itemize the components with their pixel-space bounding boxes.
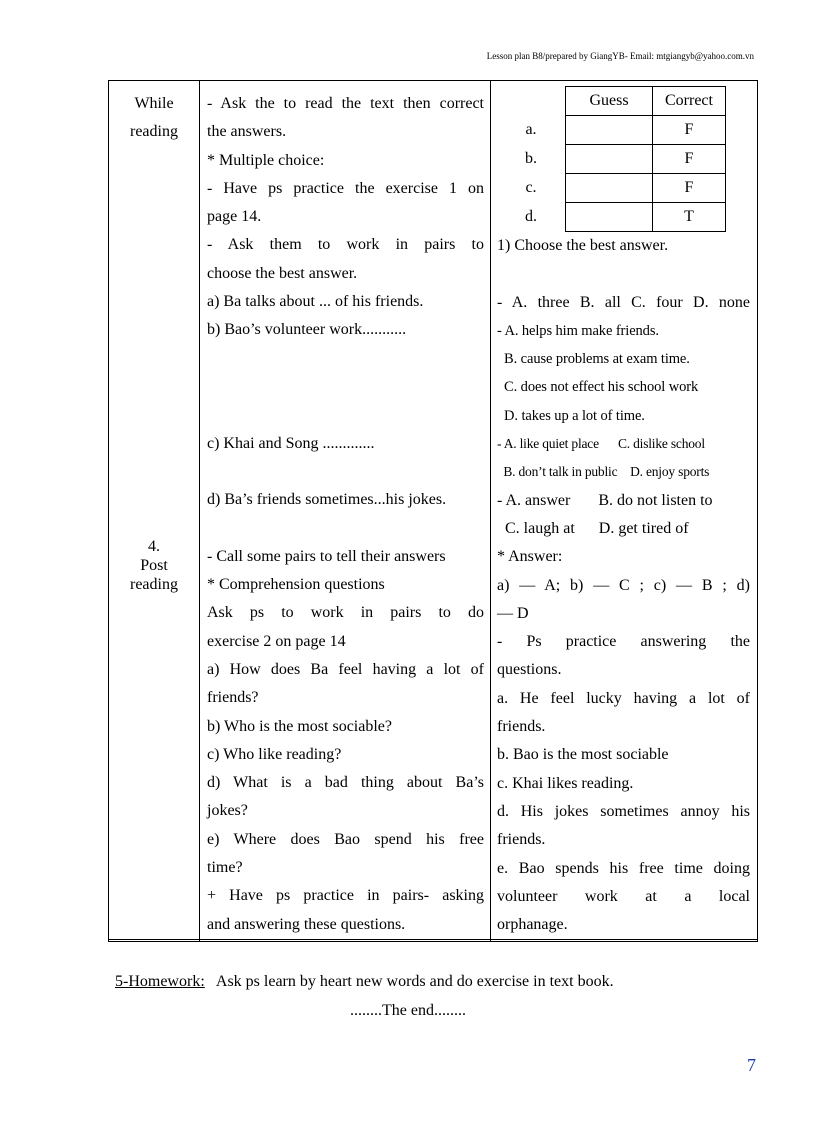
- student-line: B. don’t talk in public D. enjoy sports: [497, 464, 710, 480]
- teacher-line: Ask ps to work in pairs to do: [207, 604, 484, 622]
- teacher-line: + Have ps practice in pairs- asking: [207, 887, 484, 905]
- row-label: d.: [525, 207, 537, 225]
- correct-cell: T: [653, 203, 726, 232]
- teacher-line: choose the best answer.: [207, 264, 358, 282]
- student-line: orphanage.: [497, 916, 568, 934]
- correct-cell: F: [653, 145, 726, 174]
- student-line: - Ps practice answering the: [497, 633, 750, 651]
- row-label: b.: [525, 149, 537, 167]
- the-end: ........The end........: [350, 1002, 466, 1019]
- student-line: B. cause problems at exam time.: [497, 351, 690, 368]
- stage-while-reading: [109, 90, 199, 146]
- stage-post-reading: [109, 537, 199, 594]
- student-line: - A. helps him make friends.: [497, 322, 659, 339]
- student-line: a) — A; b) — C ; c) — B ; d): [497, 576, 750, 594]
- teacher-line: * Multiple choice:: [207, 151, 325, 169]
- page-number: 7: [747, 1055, 756, 1075]
- teacher-line: * Comprehension questions: [207, 576, 385, 594]
- student-activities: [497, 232, 750, 939]
- stage-column: [109, 81, 200, 940]
- guess-correct-table: [497, 86, 726, 232]
- student-line: e. Bao spends his free time doing: [497, 859, 750, 877]
- teacher-line: [207, 373, 484, 401]
- teacher-line: and answering these questions.: [207, 915, 406, 933]
- teacher-line: friends?: [207, 689, 259, 707]
- homework-text: Ask ps learn by heart new words and do exercise in text book.: [215, 973, 614, 990]
- row-label: a.: [525, 120, 537, 138]
- teacher-line: [207, 458, 484, 486]
- stage-label: While: [134, 95, 174, 112]
- teacher-line: exercise 2 on page 14: [207, 632, 346, 650]
- stage-label: 4.: [148, 538, 160, 555]
- teacher-activities-column: [200, 81, 491, 940]
- table-row: [497, 116, 726, 145]
- teacher-line: - Call some pairs to tell their answers: [207, 547, 446, 565]
- guess-cell: [566, 145, 653, 174]
- homework-label: 5-Homework:: [115, 973, 205, 990]
- student-line: C. does not effect his school work: [497, 379, 699, 396]
- student-line: - A. like quiet place C. dislike school: [497, 436, 705, 452]
- teacher-line: - Ask the to read the text then correct: [207, 95, 484, 112]
- teacher-line: d) Ba’s friends sometimes...his jokes.: [207, 491, 447, 509]
- table-row: [497, 203, 726, 232]
- student-line: 1) Choose the best answer.: [497, 237, 669, 254]
- student-line: a. He feel lucky having a lot of: [497, 689, 750, 707]
- student-line: friends.: [497, 718, 546, 736]
- correct-header: Correct: [653, 87, 726, 116]
- teacher-line: page 14.: [207, 208, 262, 226]
- guess-cell: [566, 203, 653, 232]
- teacher-line: a) Ba talks about ... of his friends.: [207, 293, 424, 311]
- stage-label: Post: [140, 557, 168, 574]
- student-line: volunteer work at a local: [497, 887, 750, 905]
- teacher-line: the answers.: [207, 123, 287, 141]
- teacher-line: c) Who like reading?: [207, 745, 342, 763]
- teacher-line: b) Bao’s volunteer work...........: [207, 321, 407, 339]
- teacher-line: b) Who is the most sociable?: [207, 717, 392, 735]
- homework-line: [115, 973, 614, 991]
- correct-cell: F: [653, 174, 726, 203]
- guess-cell: [566, 116, 653, 145]
- stage-label: reading: [130, 576, 178, 593]
- table-row: [497, 174, 726, 203]
- teacher-line: e) Where does Bao spend his free: [207, 830, 484, 848]
- student-line: b. Bao is the most sociable: [497, 746, 669, 764]
- teacher-line: a) How does Ba feel having a lot of: [207, 660, 484, 678]
- teacher-line: jokes?: [207, 802, 248, 820]
- student-line: friends.: [497, 831, 546, 849]
- row-label-header: [497, 87, 566, 116]
- student-activities-column: [491, 81, 758, 940]
- student-line: questions.: [497, 661, 562, 679]
- student-line: c. Khai likes reading.: [497, 774, 634, 792]
- teacher-line: [207, 345, 484, 373]
- teacher-line: c) Khai and Song .............: [207, 434, 375, 452]
- teacher-line: - Have ps practice the exercise 1 on: [207, 179, 484, 197]
- teacher-line: - Ask them to work in pairs to: [207, 236, 484, 254]
- teacher-line: [207, 401, 484, 429]
- student-line: * Answer:: [497, 548, 563, 566]
- student-line: C. laugh at D. get tired of: [497, 519, 689, 537]
- row-label: c.: [525, 178, 537, 196]
- guess-header: Guess: [566, 87, 653, 116]
- lesson-table: [108, 80, 758, 942]
- page-header: Lesson plan B8/prepared by GiangYB- Email: mtgiangyb@yahoo.com.vn: [486, 51, 754, 61]
- guess-cell: [566, 174, 653, 203]
- table-row: [497, 145, 726, 174]
- teacher-line: time?: [207, 859, 243, 877]
- stage-label: reading: [130, 123, 178, 140]
- student-line: [497, 260, 750, 288]
- teacher-activities: [200, 81, 490, 939]
- teacher-line: d) What is a bad thing about Ba’s: [207, 774, 484, 792]
- student-line: - A. answer B. do not listen to: [497, 491, 713, 509]
- correct-cell: F: [653, 116, 726, 145]
- student-line: d. His jokes sometimes annoy his: [497, 802, 750, 820]
- student-line: - A. three B. all C. four D. none: [497, 293, 750, 311]
- student-line: D. takes up a lot of time.: [497, 407, 645, 424]
- teacher-line: [207, 514, 484, 542]
- student-line: — D: [497, 604, 529, 622]
